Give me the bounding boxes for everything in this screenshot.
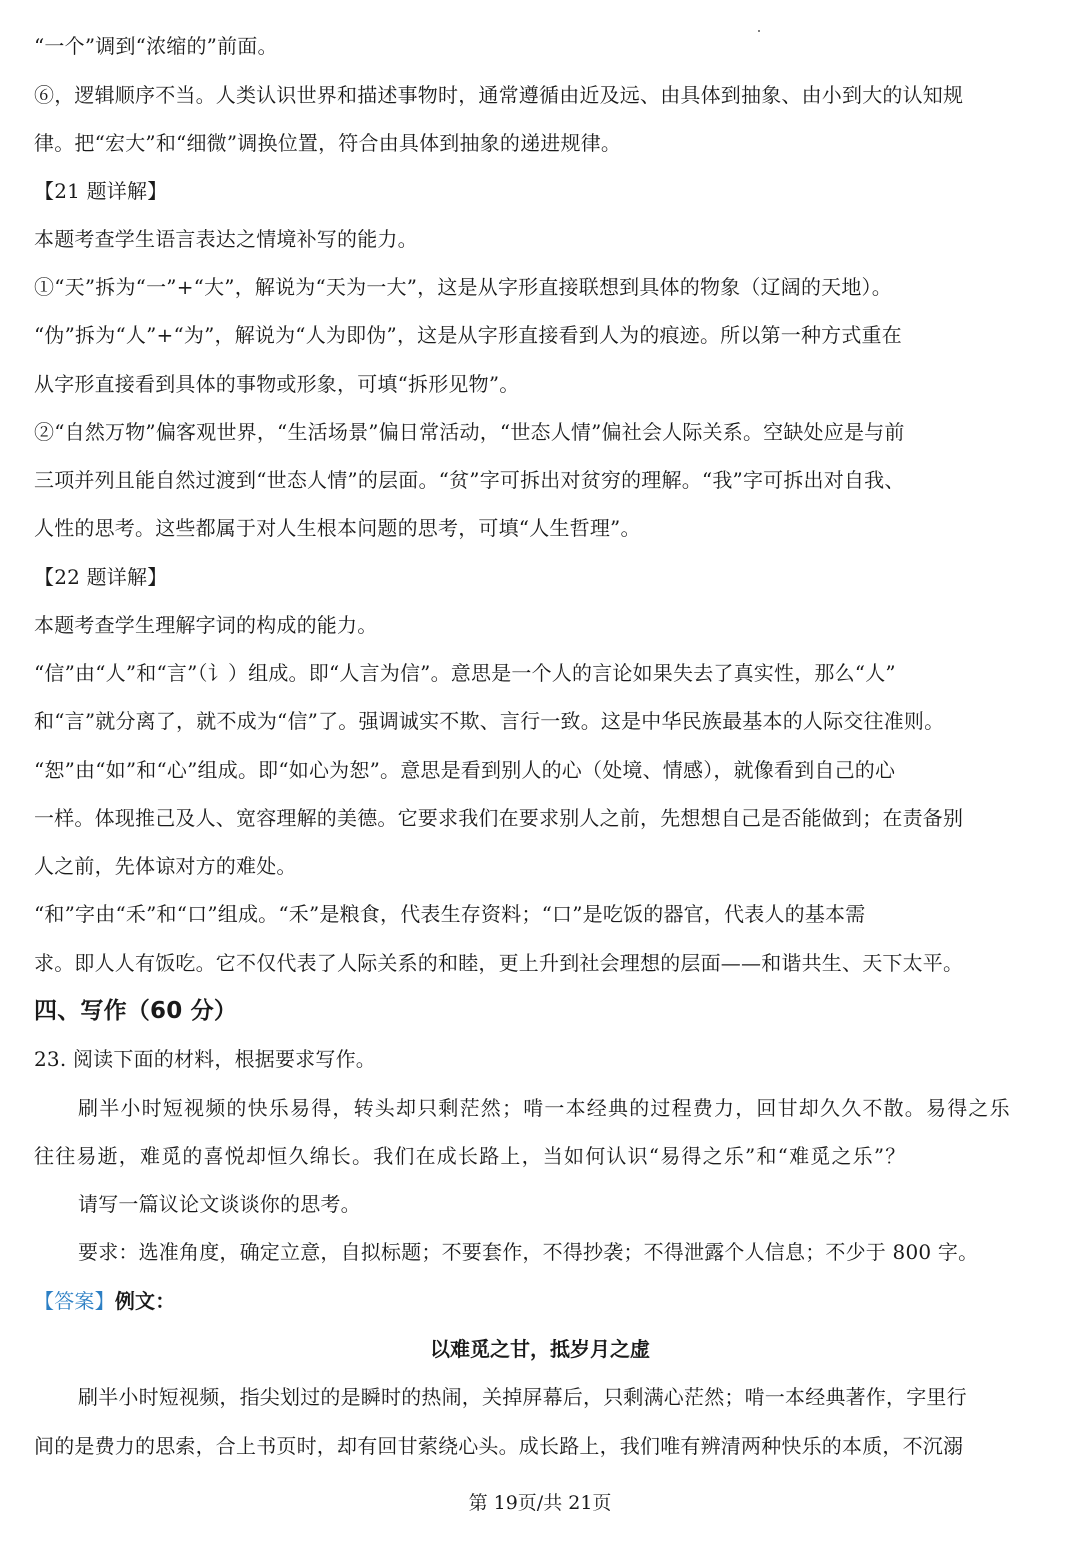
text-line: “一个”调到“浓缩的”前面。 bbox=[34, 34, 278, 58]
text-line: 和“言”就分离了，就不成为“信”了。强调诚实不欺、言行一致。这是中华民族最基本的人际交往准则。 bbox=[34, 709, 945, 733]
text-line: ②“自然万物”偏客观世界，“生活场景”偏日常活动，“世态人情”偏社会人际关系。空缺处应是与前 bbox=[34, 420, 905, 444]
answer-heading bbox=[34, 1286, 1046, 1316]
essay-title: 以难觅之甘，抵岁月之虚 bbox=[430, 1337, 650, 1361]
text-line: “恕”由“如”和“心”组成。即“如心为恕”。意思是看到别人的心（处境、情感），就像看到自己的心 bbox=[34, 758, 896, 782]
text-line: 三项并列且能自然过渡到“世态人情”的层面。“贫”字可拆出对贫穷的理解。“我”字可拆出对自我、 bbox=[34, 468, 905, 492]
text-line: 本题考查学生语言表达之情境补写的能力。 bbox=[34, 227, 418, 251]
section-heading: 四、写作（60 分） bbox=[34, 998, 238, 1024]
text-line: 求。即人人有饭吃。它不仅代表了人际关系的和睦，更上升到社会理想的层面——和谐共生、天下太平。 bbox=[34, 951, 964, 975]
page-number-footer: 第 19页/共 21页 bbox=[468, 1492, 612, 1514]
text-line: 人性的思考。这些都属于对人生根本问题的思考，可填“人生哲理”。 bbox=[34, 516, 641, 540]
material-line: 刷半小时短视频的快乐易得，转头却只剩茫然；啃一本经典的过程费力，回甘却久久不散。易得之乐 bbox=[78, 1096, 1011, 1120]
text-line: “伪”拆为“人”+“为”，解说为“人为即伪”，这是从字形直接看到人为的痕迹。所以第一种方式重在 bbox=[34, 323, 902, 347]
text-line: “信”由“人”和“言”（讠）组成。即“人言为信”。意思是一个人的言论如果失去了真实性，那么“人” bbox=[34, 661, 896, 685]
text-line: 人之前，先体谅对方的难处。 bbox=[34, 854, 297, 878]
text-line: 一样。体现推己及人、宽容理解的美德。它要求我们在要求别人之前，先想想自己是否能做到；在责备别 bbox=[34, 806, 964, 830]
answer-label: 例文： bbox=[114, 1289, 176, 1313]
essay-line: 间的是费力的思索，合上书页时，却有回甘萦绕心头。成长路上，我们唯有辨清两种快乐的本质，不沉溺 bbox=[34, 1434, 964, 1458]
text-line: 本题考查学生理解字词的构成的能力。 bbox=[34, 613, 378, 637]
text-line: 从字形直接看到具体的事物或形象，可填“拆形见物”。 bbox=[34, 372, 520, 396]
essay-line: 刷半小时短视频，指尖划过的是瞬时的热闹，关掉屏幕后，只剩满心茫然；啃一本经典著作，字里行 bbox=[78, 1385, 967, 1409]
material-line: 往往易逝，难觅的喜悦却恒久绵长。我们在成长路上，当如何认识“易得之乐”和“难觅之乐”？ bbox=[34, 1144, 907, 1168]
text-line: ⑥，逻辑顺序不当。人类认识世界和描述事物时，通常遵循由近及远、由具体到抽象、由小到大的认知规 bbox=[34, 83, 964, 107]
text-line: “和”字由“禾”和“口”组成。“禾”是粮食，代表生存资料；“口”是吃饭的器官，代表人的基本需 bbox=[34, 902, 866, 926]
answer-tag: 【答案】 bbox=[34, 1289, 115, 1313]
instruction-line: 请写一篇议论文谈谈你的思考。 bbox=[78, 1192, 361, 1216]
question-prompt: 23. 阅读下面的材料，根据要求写作。 bbox=[34, 1047, 376, 1071]
text-line: ①“天”拆为“一”+“大”，解说为“天为一大”，这是从字形直接联想到具体的物象（辽阔的天地）。 bbox=[34, 275, 892, 299]
section-label-22: 【22 题详解】 bbox=[34, 565, 168, 589]
section-label-21: 【21 题详解】 bbox=[34, 179, 168, 203]
text-line: 律。把“宏大”和“细微”调换位置，符合由具体到抽象的递进规律。 bbox=[34, 131, 622, 155]
requirement-line: 要求：选准角度，确定立意，自拟标题；不要套作，不得抄袭；不得泄露个人信息；不少于 800 字。 bbox=[78, 1240, 979, 1264]
